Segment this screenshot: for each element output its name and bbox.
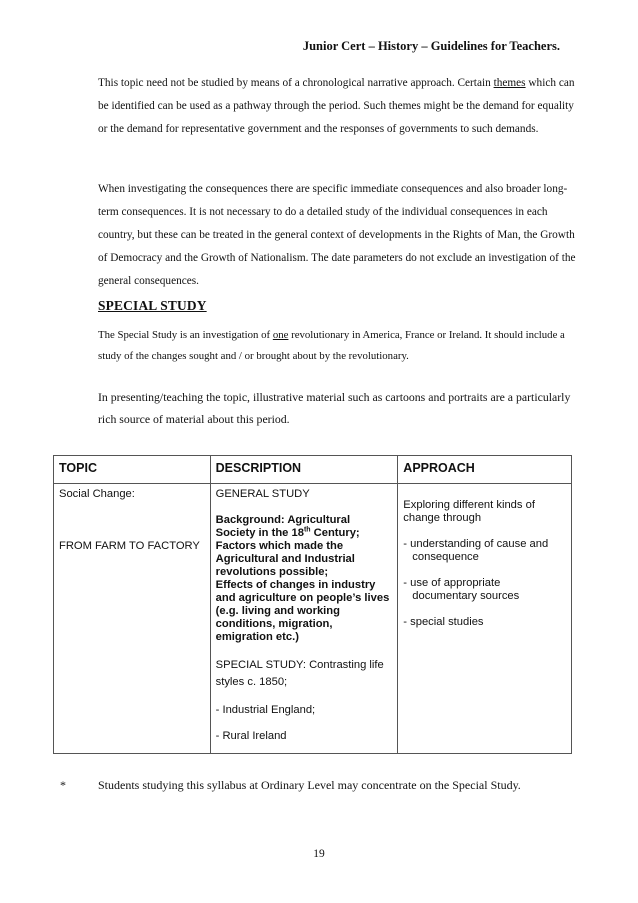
approach-cell xyxy=(398,484,572,754)
rural-ireland-item: - Rural Ireland xyxy=(215,730,287,742)
document-header: Junior Cert – History – Guidelines for Teachers. xyxy=(302,39,560,53)
intro-paragraph-consequences: When investigating the consequences there are specific immediate consequences and also broader long-term consequences. It is not necessary to do a detailed study of the individual consequences in each country, but these can be treated in the general context of developments in the Rights of Man, the Growth of Democracy and the Growth of Nationalism. The date parameters do not exclude an investigation of the general consequences. xyxy=(98,183,576,287)
th-superscript: th xyxy=(303,526,311,534)
approach-item-special: - special studies xyxy=(403,616,484,628)
topic-social-change: Social Change: xyxy=(59,488,135,500)
approach-intro: Exploring different kinds of change through xyxy=(403,499,535,524)
table-header-row xyxy=(54,456,572,484)
topic-table xyxy=(53,455,572,754)
illustrative-material-paragraph: In presenting/teaching the topic, illustrative material such as cartoons and portraits are a particularly rich source of material about this period. xyxy=(98,390,571,426)
industrial-england-item: - Industrial England; xyxy=(215,704,316,716)
background-text: Background: Agricultural Society in the 18 xyxy=(215,514,351,539)
intro-text-2: which can be identified can be used as a pathway through the period. Such themes might be the demand for equality or the demand for representative government and the responses of governments to such demands. xyxy=(98,77,575,135)
special-study-description: SPECIAL STUDY: Contrasting life styles c. 1850; xyxy=(215,659,384,688)
themes-underlined: themes xyxy=(493,77,526,89)
intro-paragraph-themes xyxy=(98,72,578,141)
header-approach: APPROACH xyxy=(398,456,572,484)
general-study-label: GENERAL STUDY xyxy=(215,488,310,500)
special-study-paragraph xyxy=(98,325,578,367)
special-text-2: revolutionary in America, France or Ireland. It should include a study of the changes sought and / or brought about by the revolutionary. xyxy=(98,329,565,362)
description-effects: Effects of changes in industry and agriculture on people’s lives (e.g. living and working conditions, migration, emigration etc.) xyxy=(215,579,390,643)
topic-farm-to-factory: FROM FARM TO FACTORY xyxy=(59,540,200,552)
approach-item-cause: - understanding of cause and consequence xyxy=(403,538,549,563)
footnote-marker: * xyxy=(60,778,66,792)
description-factors: Factors which made the Agricultural and Industrial revolutions possible; xyxy=(215,540,355,578)
special-study-heading: SPECIAL STUDY xyxy=(98,298,207,313)
description-background xyxy=(216,514,393,540)
special-text-1: The Special Study is an investigation of xyxy=(98,329,273,341)
topic-cell xyxy=(54,484,211,754)
header-description: DESCRIPTION xyxy=(210,456,398,484)
table-row xyxy=(54,484,572,754)
description-cell xyxy=(210,484,398,754)
approach-item-sources: - use of appropriate documentary sources xyxy=(403,577,520,602)
one-underlined: one xyxy=(272,329,289,341)
intro-text-1: This topic need not be studied by means of a chronological narrative approach. Certain xyxy=(98,77,494,89)
page-number: 19 xyxy=(313,848,325,860)
header-topic: TOPIC xyxy=(54,456,211,484)
footnote-text: Students studying this syllabus at Ordinary Level may concentrate on the Special Study. xyxy=(98,778,521,792)
century-text: Century; xyxy=(310,527,360,539)
